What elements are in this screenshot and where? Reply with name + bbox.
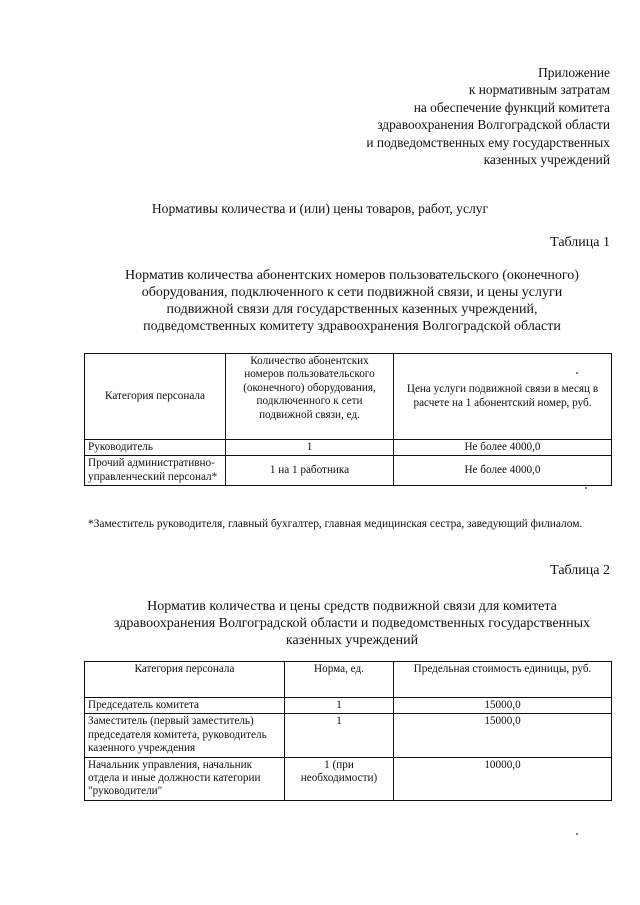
table1-cell: Не более 4000,0: [394, 456, 612, 486]
table-row: [85, 698, 612, 714]
table2-cell: Председатель комитета: [85, 698, 285, 714]
table-row: [85, 440, 612, 456]
table1-cell: 1 на 1 работника: [226, 456, 394, 486]
table2-cell: 1 (при необходимости): [285, 757, 394, 800]
table1-cell: Не более 4000,0: [394, 440, 612, 456]
annex-line: на обеспечение функций комитета: [413, 99, 610, 115]
table1: [84, 353, 612, 486]
table1-header-category: Категория персонала: [85, 354, 226, 440]
table1-header-quantity: Количество абонентских номеров пользовательского (оконечного) оборудования, подключенного к сети подвижной связи, ед.: [226, 354, 394, 440]
table2-title-line: здравоохранения Волгоградской области и подведомственных государственных: [114, 616, 590, 631]
table2-header-category: Категория персонала: [85, 662, 285, 698]
table2-cell: 1: [285, 714, 394, 757]
annex-line: к нормативным затратам: [468, 82, 610, 98]
table2-title-line: Норматив количества и цены средств подвижной связи для комитета: [147, 599, 557, 614]
table2-cell: 15000,0: [394, 698, 612, 714]
table1-title-line: оборудования, подключенного к сети подвижной связи, и цены услуги: [141, 285, 563, 300]
document-heading: Нормативы количества и (или) цены товаров, работ, услуг: [151, 201, 489, 216]
table1-cell: Руководитель: [85, 440, 226, 456]
table1-title-line: Норматив количества абонентских номеров пользовательского (оконечного): [125, 268, 579, 283]
annex-line: Приложение: [538, 65, 610, 80]
table1-title-line: подведомственных комитету здравоохранения Волгоградской области: [143, 319, 561, 334]
table2-title-line: казенных учреждений: [285, 633, 419, 648]
annex-line: здравоохранения Волгоградской области: [377, 117, 610, 133]
table2-header-norm: Норма, ед.: [285, 662, 394, 698]
table1-header-price: Цена услуги подвижной связи в месяц в расчете на 1 абонентский номер, руб.: [394, 354, 612, 440]
table2-header-max-cost: Предельная стоимость единицы, руб.: [394, 662, 612, 698]
table2-cell: Заместитель (первый заместитель) председателя комитета, руководитель казенного учреждения: [85, 714, 285, 757]
table2: [84, 661, 612, 801]
table2-title: [84, 598, 620, 649]
table1-label: Таблица 1: [550, 235, 610, 250]
annex-line: казенных учреждений: [483, 152, 610, 168]
table1-footnote: *Заместитель руководителя, главный бухгалтер, главная медицинская сестра, заведующий филиалом.: [88, 518, 583, 530]
table2-cell: 1: [285, 698, 394, 714]
annex-line: и подведомственных ему государственных: [366, 134, 610, 150]
table2-label: Таблица 2: [550, 563, 610, 578]
annex-block: [290, 64, 610, 168]
scan-speck: [576, 372, 578, 374]
table2-cell: 10000,0: [394, 757, 612, 800]
scan-speck: [585, 487, 587, 489]
table-row: [85, 456, 612, 486]
scan-speck: [576, 833, 578, 835]
table-row: [85, 714, 612, 757]
table1-title: [84, 267, 620, 335]
table2-cell: 15000,0: [394, 714, 612, 757]
table1-cell: Прочий административно-управленческий персонал*: [85, 456, 226, 486]
table2-cell: Начальник управления, начальник отдела и иные должности категории "руководители": [85, 757, 285, 800]
table1-title-line: подвижной связи для государственных казенных учреждений,: [166, 302, 538, 317]
table-row: [85, 757, 612, 800]
table1-cell: 1: [226, 440, 394, 456]
